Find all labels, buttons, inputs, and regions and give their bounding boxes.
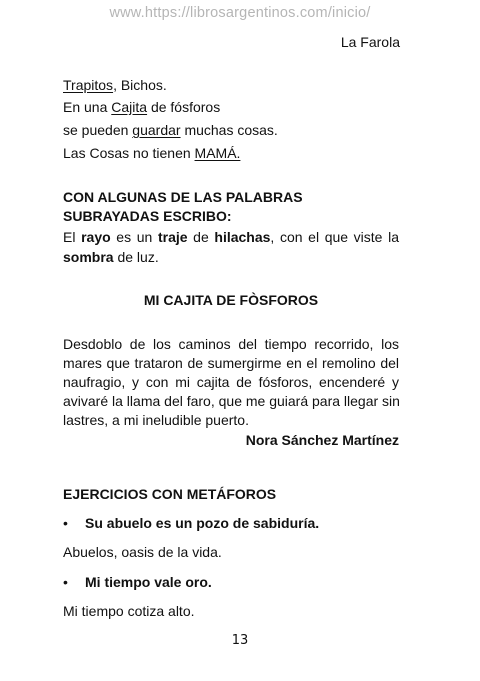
list-item (63, 515, 319, 531)
text: , con el que viste la (270, 229, 400, 245)
underlined-word: MAMÁ. (194, 145, 241, 161)
page-number: 13 (231, 633, 249, 648)
poem-line (63, 145, 240, 161)
underlined-word: Trapitos (63, 77, 114, 93)
underlined-word: guardar (132, 122, 181, 138)
poem-line (63, 99, 220, 115)
poem-line (63, 77, 167, 93)
list-item-text: Su abuelo es un pozo de sabiduría. (85, 515, 320, 531)
underlined-word: Cajita (111, 99, 148, 115)
text: se pueden (63, 122, 133, 138)
text: muchas cosas. (180, 122, 278, 138)
author-signature: Nora Sánchez Martínez (245, 432, 399, 448)
paragraph-line: lastres, a mi ineludible puerto. (63, 412, 249, 428)
bullet-icon: • (63, 515, 68, 531)
section-heading: SUBRAYADAS ESCRIBO: (63, 208, 232, 224)
text: En una (63, 99, 112, 115)
text: Las Cosas no tienen (63, 145, 195, 161)
text: es un (110, 229, 158, 245)
text: de luz. (113, 249, 159, 265)
paragraph-line (63, 249, 159, 265)
answer-line: Abuelos, oasis de la vida. (63, 544, 222, 560)
paragraph-line: naufragio, y con mi cajita de fósforos, encenderé y (63, 374, 399, 390)
bold-word: sombra (63, 249, 114, 265)
section-heading: EJERCICIOS CON METÁFOROS (63, 486, 277, 502)
paragraph-line: mares que trataron de sumergirme en el remolino del (63, 355, 399, 371)
list-item-text: Mi tiempo vale oro. (85, 574, 212, 590)
bold-word: hilachas (214, 229, 271, 245)
paragraph-line (63, 229, 399, 245)
text: de (187, 229, 215, 245)
poem-line (63, 122, 278, 138)
list-item (63, 574, 212, 590)
section-title: MI CAJITA DE FÒSFOROS (143, 292, 319, 308)
answer-line: Mi tiempo cotiza alto. (63, 603, 195, 619)
text: , Bichos. (113, 77, 167, 93)
text: de fósforos (147, 99, 221, 115)
running-header: La Farola (340, 34, 400, 50)
bullet-icon: • (63, 574, 68, 590)
paragraph-line: avivaré la llama del faro, que me guiará para llegar sin (63, 393, 400, 409)
bold-word: rayo (81, 229, 111, 245)
text: El (63, 229, 82, 245)
section-heading: CON ALGUNAS DE LAS PALABRAS (63, 189, 303, 205)
bold-word: traje (157, 229, 188, 245)
watermark-url: www.https://librosargentinos.com/inicio/ (109, 5, 371, 21)
paragraph-line: Desdoblo de los caminos del tiempo recorrido, los (63, 336, 399, 352)
